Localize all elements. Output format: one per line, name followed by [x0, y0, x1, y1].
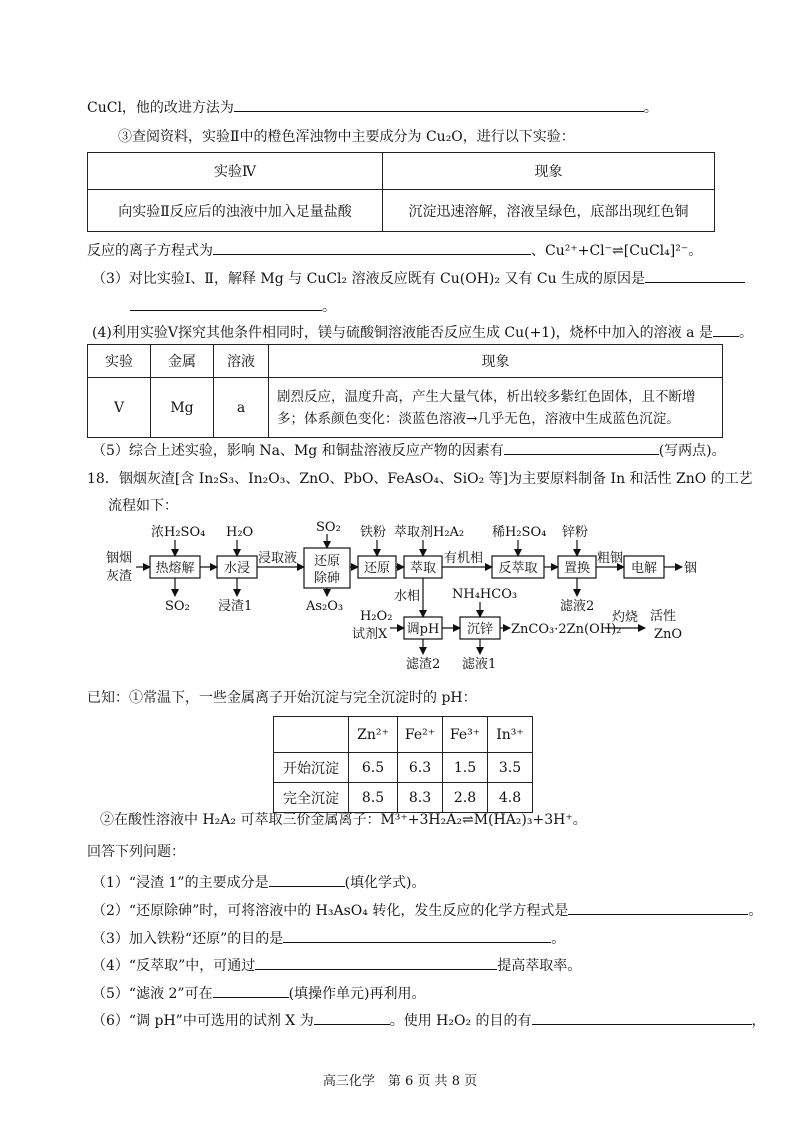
sub-question-text: （2）“还原除砷”时，可将溶液中的 H₃AsO₄ 转化，发生反应的化学方程式是: [92, 903, 569, 919]
table-cell: 1.5: [443, 753, 488, 783]
experiment-4-table: [87, 152, 715, 232]
table-cell: 2.8: [443, 783, 488, 813]
flow-label: 水浸: [223, 561, 251, 576]
flow-label: 热熔解: [155, 561, 195, 576]
flow-label: 还原: [363, 561, 391, 576]
table-header: 现象: [383, 153, 715, 190]
flow-label: 浸渣1: [218, 599, 253, 614]
sub-question-text: （4）“反萃取”中，可通过: [92, 958, 256, 974]
table-header: 实验Ⅳ: [88, 153, 383, 190]
flow-label: SO₂: [165, 599, 190, 614]
sub-question-suffix: (填操作单元)再利用。: [288, 986, 426, 1002]
sub-question-text: （1）“浸渣 1”的主要成分是: [92, 875, 269, 891]
sub-question-text: （3）加入铁粉“还原”的目的是: [92, 931, 284, 947]
flow-label: NH₄HCO₃: [452, 587, 518, 602]
flow-label: SO₂: [316, 520, 341, 535]
table-header: 实验: [88, 345, 151, 378]
table-header: Fe²⁺: [398, 717, 443, 753]
experiment-5-table: [87, 344, 723, 438]
answer-blank[interactable]: [234, 97, 644, 112]
flow-label: 滤渣2: [406, 657, 441, 672]
sub-question-suffix: 提高萃取率。: [497, 958, 582, 974]
flow-label: 铁粉: [360, 525, 387, 540]
question-5: [92, 440, 726, 461]
flow-label: 试剂X: [352, 627, 388, 642]
answer-blank[interactable]: [568, 900, 748, 915]
table-cell: 开始沉淀: [274, 753, 349, 783]
sub-question-text: 。使用 H₂O₂ 的目的有: [389, 1013, 532, 1029]
question-4-end: 。: [738, 325, 753, 341]
cucl-line: [87, 97, 658, 118]
question-4-text: (4)利用实验Ⅴ探究其他条件相同时，镁与硫酸铜溶液能否反应生成 Cu(+1)，烧杯中加入的溶液 a 是: [92, 325, 713, 341]
answer-blank[interactable]: [532, 1010, 752, 1025]
table-header: Zn²⁺: [349, 717, 398, 753]
table-cell: Mg: [151, 378, 214, 438]
flow-label: As₂O₃: [306, 599, 344, 614]
table-cell: 向实验Ⅱ反应后的浊液中加入足量盐酸: [88, 190, 383, 232]
question-3: [92, 268, 745, 289]
answer-blank[interactable]: [283, 928, 551, 943]
table-cell: 4.8: [488, 783, 533, 813]
flow-label: H₂O: [226, 525, 254, 540]
table-cell: 3.5: [488, 753, 533, 783]
sub-question-3: [92, 928, 565, 949]
answer-blank[interactable]: [255, 955, 497, 970]
answer-blank[interactable]: [314, 1010, 390, 1025]
sub-question-6: [92, 1010, 766, 1031]
sub-question-5: [92, 983, 426, 1004]
sub-question-suffix: ，: [751, 1013, 766, 1029]
phenomenon-line: 多；体系颜色变化：淡蓝色溶液→几乎无色，溶液中生成蓝色沉淀。: [277, 410, 680, 427]
flow-label: 除砷: [313, 571, 341, 586]
answer-blank[interactable]: [504, 440, 659, 455]
flow-label: 灰渣: [106, 569, 133, 584]
sub-question-suffix: 。: [551, 931, 566, 947]
sub-question-text: （6）“调 pH”中可选用的试剂 X 为: [92, 1013, 314, 1029]
flow-label: ZnCO₃·2Zn(OH)₂: [511, 622, 622, 637]
sub-question-1: [92, 872, 426, 893]
known-2: ②在酸性溶液中 H₂A₂ 可萃取三价金属离子：M³⁺+3H₂A₂⇌M(HA₂)₃+3H⁺。: [100, 812, 587, 828]
table-header: In³⁺: [488, 717, 533, 753]
flow-label: 水相: [394, 589, 421, 604]
flow-label: 浓H₂SO₄: [151, 525, 206, 540]
ionic-equation-line: [87, 240, 702, 261]
flow-label: 有机相: [444, 551, 484, 566]
table-cell: Ⅴ: [88, 378, 151, 438]
flow-label: 灼烧: [612, 610, 639, 625]
question-18-line1: 18．铟烟灰渣[含 In₂S₃、In₂O₃、ZnO、PbO、FeAsO₄、SiO₂ 等]为主要原料制备 In 和活性 ZnO 的工艺: [87, 471, 753, 487]
flow-label: 浸取液: [258, 551, 298, 566]
answer-blank[interactable]: [713, 322, 739, 337]
table-header: 金属: [151, 345, 214, 378]
table-header: [274, 717, 349, 753]
flow-label: 萃取剂H₂A₂: [394, 525, 465, 540]
flow-label: 沉锌: [466, 622, 494, 637]
phenomenon-line: 剧烈反应，温度升高，产生大量气体，析出较多紫红色固体，且不断增: [277, 388, 696, 405]
table-cell: a: [214, 378, 269, 438]
flow-label: 萃取: [409, 561, 437, 576]
table-cell: 6.3: [398, 753, 443, 783]
answer-blank[interactable]: [130, 296, 322, 311]
flow-label: 铟烟: [106, 551, 133, 566]
question-18-line2: 流程如下：: [108, 498, 178, 514]
flow-label: 电解: [630, 561, 658, 576]
answer-blank[interactable]: [645, 268, 745, 283]
flow-label: 置换: [563, 561, 591, 576]
ionic-suffix: 、Cu²⁺+Cl⁻⇌[CuCl₄]²⁻。: [531, 243, 703, 259]
table-cell: 6.5: [349, 753, 398, 783]
table-header: Fe³⁺: [443, 717, 488, 753]
question-3-text: （3）对比实验Ⅰ、Ⅱ，解释 Mg 与 CuCl₂ 溶液反应既有 Cu(OH)₂ 又有 Cu 生成的原因是: [92, 271, 646, 287]
sub-question-suffix: 。: [748, 903, 763, 919]
table-cell: 完全沉淀: [274, 783, 349, 813]
cucl-line-prefix: CuCl，他的改进方法为: [87, 100, 234, 116]
table-cell: 沉淀迅速溶解，溶液呈绿色，底部出现红色铜: [383, 190, 715, 232]
sub-question-4: [92, 955, 581, 976]
table-cell: 8.5: [349, 783, 398, 813]
flow-label: 调pH: [406, 622, 440, 637]
flow-label: 铟: [684, 561, 698, 576]
flow-label: 粗铟: [597, 551, 624, 566]
ph-table: [273, 716, 533, 813]
flow-label: 还原: [313, 554, 341, 569]
answer-blank[interactable]: [213, 983, 289, 998]
answer-blank[interactable]: [269, 872, 345, 887]
question-5-end: (写两点)。: [658, 443, 726, 459]
question-3-cont: [130, 296, 336, 317]
flow-label: 反萃取: [498, 561, 538, 576]
sub-question-2: [92, 900, 762, 921]
flow-label: H₂O₂: [360, 609, 393, 624]
table-cell: 8.3: [398, 783, 443, 813]
ionic-prefix: 反应的离子方程式为: [87, 243, 213, 259]
flow-label: 稀H₂SO₄: [492, 525, 547, 540]
table-header: 现象: [269, 345, 723, 378]
answer-intro: 回答下列问题：: [87, 844, 185, 860]
answer-blank[interactable]: [213, 240, 531, 255]
question-5-text: （5）综合上述实验，影响 Na、Mg 和铜盐溶液反应产物的因素有: [92, 443, 504, 459]
flow-label: 锌粉: [562, 525, 589, 540]
process-flowchart: [0, 518, 800, 678]
phenomenon-cell: [269, 378, 723, 438]
known-title: 已知：①常温下，一些金属离子开始沉淀与完全沉淀时的 pH：: [87, 690, 477, 706]
flow-label: ZnO: [654, 627, 683, 642]
table-header: 溶液: [214, 345, 269, 378]
flow-label: 滤液2: [560, 599, 595, 614]
cucl-line-suffix: 。: [643, 100, 658, 116]
question-4: [92, 322, 753, 343]
question-3-end: 。: [322, 299, 336, 315]
page-footer: 高三化学 第 6 页 共 8 页: [322, 1074, 478, 1089]
flow-label: 活性: [650, 609, 677, 624]
sub-question-suffix: (填化学式)。: [344, 875, 426, 891]
q3-intro: ③查阅资料，实验Ⅱ中的橙色浑浊物中主要成分为 Cu₂O，进行以下实验：: [118, 129, 575, 145]
flow-label: 滤液1: [462, 657, 497, 672]
sub-question-text: （5）“滤液 2”可在: [92, 986, 213, 1002]
